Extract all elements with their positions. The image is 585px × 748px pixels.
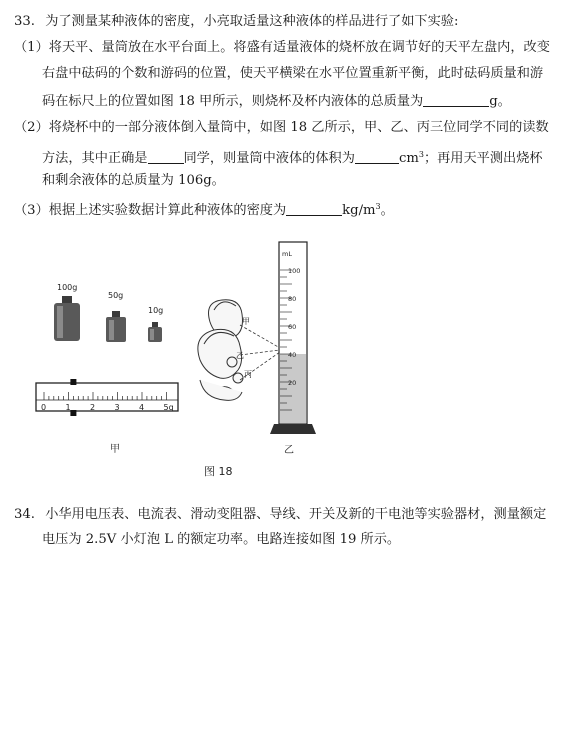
cylinder-tick-label: 60 <box>288 323 297 331</box>
q33-part3-line1 <box>14 199 394 219</box>
question-text: 为了测量某种液体的密度，小亮取适量这种液体的样品进行了如下实验: <box>45 14 459 29</box>
cylinder-tick-label: 40 <box>288 351 297 359</box>
measuring-cylinder <box>270 242 316 434</box>
question-34-line1 <box>14 507 546 523</box>
weight-label: 10g <box>148 306 164 315</box>
part-number: （1） <box>14 40 49 55</box>
scale-tick-label: 0 <box>41 403 47 412</box>
part-text: 方法，其中正确是 <box>42 151 148 166</box>
part-number: （2） <box>14 120 49 135</box>
weight-label: 50g <box>108 291 124 300</box>
unit-superscript: 3 <box>418 150 424 159</box>
figure-caption: 图 18 <box>204 465 233 478</box>
q33-part2-line1 <box>14 120 549 136</box>
q33-part1-line2: 右盘中砝码的个数和游码的位置，使天平横梁在水平位置重新平衡，此时砝码质量和游 <box>42 66 544 81</box>
cylinder-tick-label: 80 <box>288 295 297 303</box>
part-text: 码在标尺上的位置如图 18 甲所示，则烧杯及杯内液体的总质量为 <box>42 94 424 109</box>
figure-18 <box>0 230 585 530</box>
panel-label-jia: 甲 <box>110 444 120 455</box>
scale-tick-label: 3 <box>114 403 120 412</box>
sightline-jia <box>240 325 280 348</box>
q33-part2-line3: 和剩余液体的总质量为 106g。 <box>42 173 225 188</box>
answer-blank-mass[interactable] <box>423 93 489 107</box>
answer-blank-density[interactable] <box>286 202 342 216</box>
rider-scale <box>36 379 178 416</box>
rider-marker <box>70 410 76 416</box>
question-33-intro <box>14 14 458 30</box>
panel-label-yi: 乙 <box>284 445 294 456</box>
cylinder-tick-label: 100 <box>288 267 301 275</box>
q33-part1-line1 <box>14 40 550 56</box>
weight-100g <box>54 296 80 341</box>
question-34-line2: 电压为 2.5V 小灯泡 L 的额定功率。电路连接如图 19 所示。 <box>42 532 401 547</box>
unit-text: kg/m <box>342 203 376 218</box>
unit-text: cm <box>398 151 419 166</box>
student-label-jia: 甲 <box>242 317 250 326</box>
q33-part1-line3 <box>42 93 511 110</box>
cylinder-unit: mL <box>282 250 292 258</box>
answer-blank-student[interactable] <box>148 150 184 164</box>
question-number: 34. <box>14 507 35 522</box>
part-text: 同学，则量筒中液体的体积为 <box>183 151 355 166</box>
sightline-yi <box>240 350 280 355</box>
weight-label: 100g <box>57 283 78 292</box>
rider-marker <box>70 379 76 385</box>
scale-tick-label: 2 <box>90 403 96 412</box>
scale-tick-label: 5g <box>163 403 174 412</box>
part-text: 将烧杯中的一部分液体倒入量筒中，如图 18 乙所示，甲、乙、丙三位同学不同的读数 <box>48 120 549 135</box>
part-text: 将天平、量筒放在水平台面上。将盛有适量液体的烧杯放在调节好的天平左盘内，改变 <box>48 40 550 55</box>
part-number: （3） <box>14 203 49 218</box>
student-label-bing: 丙 <box>244 370 252 379</box>
scale-tick-label: 4 <box>139 403 145 412</box>
cylinder-tick-label: 20 <box>288 379 297 387</box>
part-text: ；再用天平测出烧杯 <box>423 151 543 166</box>
part-text: 。 <box>380 203 394 218</box>
student-label-yi: 乙 <box>236 351 244 360</box>
q33-part2-line2 <box>42 147 543 167</box>
scale-tick-label: 1 <box>65 403 71 412</box>
unit-text: g。 <box>489 94 511 109</box>
weight-50g <box>106 311 126 342</box>
weight-10g <box>148 322 162 342</box>
unit-superscript: 3 <box>375 202 381 211</box>
part-text: 根据上述实验数据计算此种液体的密度为 <box>48 203 287 218</box>
answer-blank-volume[interactable] <box>355 150 399 164</box>
question-text: 小华用电压表、电流表、滑动变阻器、导线、开关及新的干电池等实验器材，测量额定 <box>45 507 547 522</box>
question-number: 33. <box>14 14 35 29</box>
